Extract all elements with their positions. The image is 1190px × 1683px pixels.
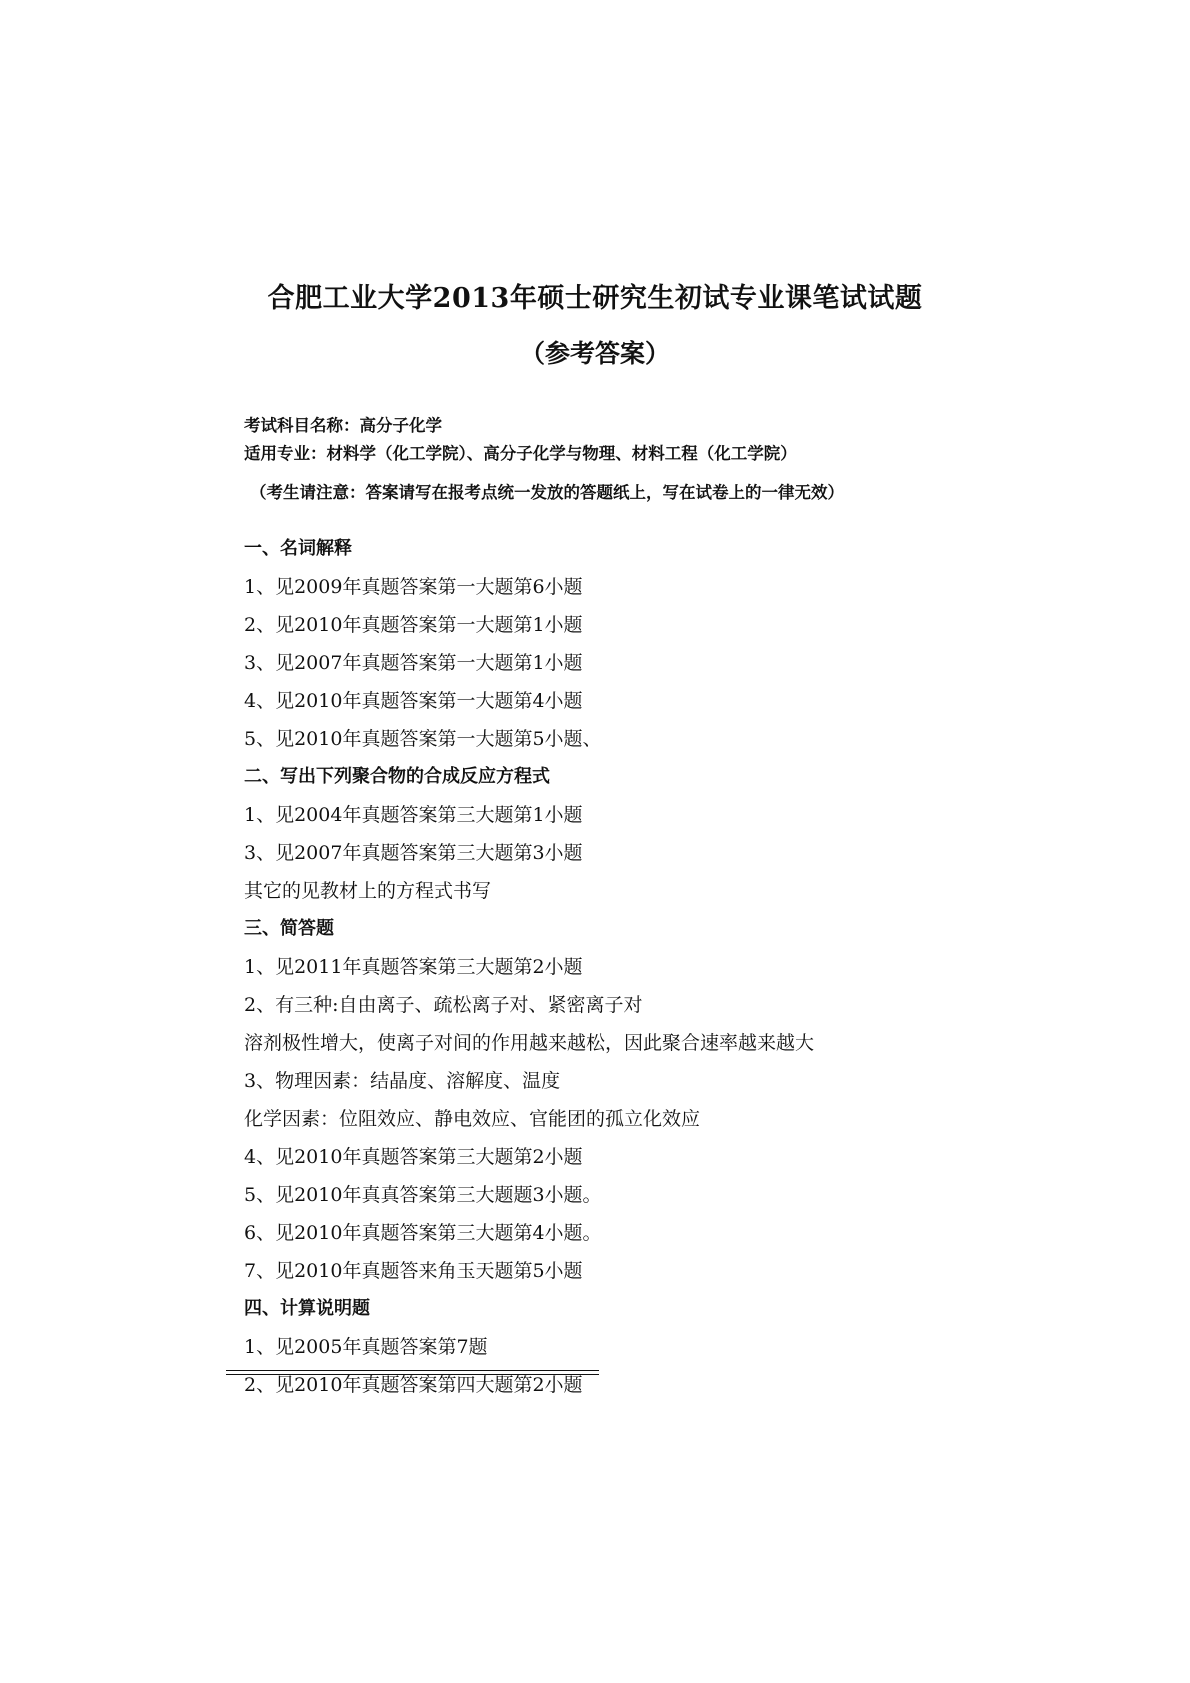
answer-line: 溶剂极性增大，使离子对间的作用越来越松，因此聚合速率越来越大 — [244, 1032, 815, 1054]
answer-line: 2、有三种:自由离子、疏松离子对、紧密离子对 — [244, 994, 643, 1016]
answer-line: 1、见2005年真题答案第7题 — [244, 1336, 488, 1358]
document-subtitle: （参考答案） — [519, 339, 670, 368]
section-heading: 四、计算说明题 — [244, 1298, 370, 1319]
answer-line: 7、见2010年真题答来角玉天题第5小题 — [244, 1260, 583, 1282]
applicable-majors: 适用专业：材料学（化工学院）、高分子化学与物理、材料工程（化工学院） — [244, 444, 797, 463]
answer-line: 2、见2010年真题答案第四大题第2小题 — [244, 1374, 583, 1396]
answer-line: 3、见2007年真题答案第三大题第3小题 — [244, 842, 583, 864]
answer-list — [244, 530, 1044, 1404]
answer-line: 3、物理因素：结晶度、溶解度、温度 — [244, 1070, 561, 1092]
answer-line: 4、见2010年真题答案第一大题第4小题 — [244, 690, 583, 712]
answer-line: 5、见2010年真真答案第三大题题3小题。 — [244, 1184, 602, 1206]
answer-line: 1、见2004年真题答案第三大题第1小题 — [244, 804, 583, 826]
document-title: 合肥工业大学2013年硕士研究生初试专业课笔试试题 — [267, 283, 923, 314]
answer-line: 4、见2010年真题答案第三大题第2小题 — [244, 1146, 583, 1168]
double-underline — [226, 1370, 599, 1375]
section-heading: 一、名词解释 — [244, 538, 352, 559]
answer-line: 其它的见教材上的方程式书写 — [244, 880, 492, 902]
section-heading: 二、写出下列聚合物的合成反应方程式 — [244, 766, 550, 787]
answer-line: 3、见2007年真题答案第一大题第1小题 — [244, 652, 583, 674]
answer-line: 1、见2011年真题答案第三大题第2小题 — [244, 956, 583, 978]
exam-subject: 考试科目名称：高分子化学 — [244, 416, 442, 435]
section-heading: 三、简答题 — [244, 918, 334, 939]
answer-line: 1、见2009年真题答案第一大题第6小题 — [244, 576, 583, 598]
answer-line: 5、见2010年真题答案第一大题第5小题、 — [244, 728, 602, 750]
answer-line: 化学因素：位阻效应、静电效应、官能团的孤立化效应 — [244, 1108, 701, 1130]
answer-line: 6、见2010年真题答案第三大题第4小题。 — [244, 1222, 602, 1244]
candidate-notice: （考生请注意：答案请写在报考点统一发放的答题纸上，写在试卷上的一律无效） — [250, 483, 844, 502]
answer-line: 2、见2010年真题答案第一大题第1小题 — [244, 614, 583, 636]
